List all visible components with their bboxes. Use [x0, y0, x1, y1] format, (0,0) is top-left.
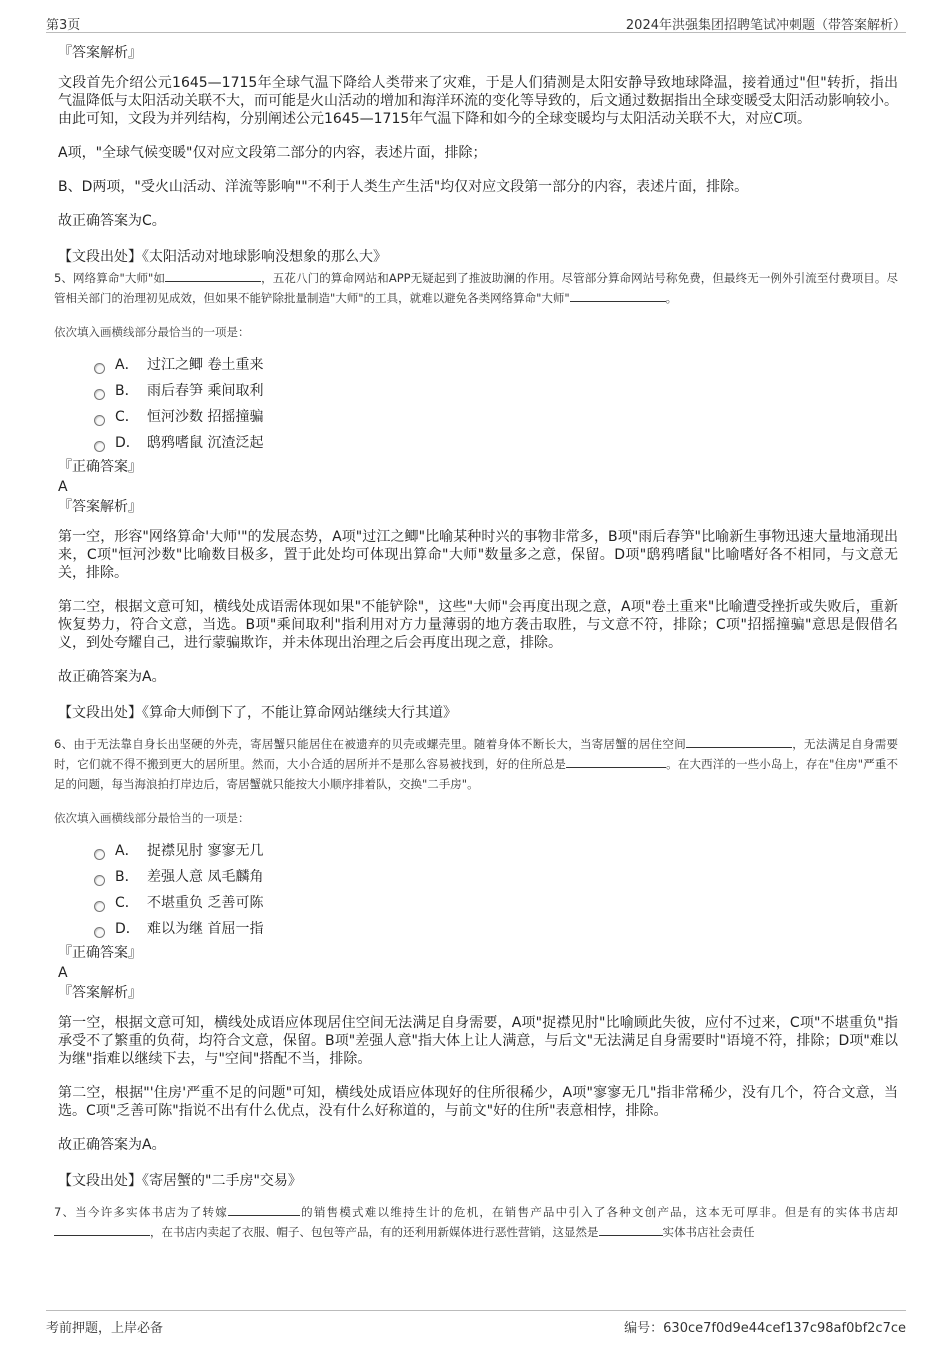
question-7: 7、当今许多实体书店为了转嫁 的销售模式难以维持生计的危机，在销售产品中引入了各种文创产品，这本无可厚非。但是有的实体书店却，在书店内卖起了衣服、帽子、包包等产品，有的还利用新媒体进行恶性营销，这显然是 实体书店社会责任: [54, 1205, 898, 1239]
answer-conclusion: 故正确答案为A。: [58, 669, 166, 685]
analysis-label: 『答案解析』: [58, 45, 142, 61]
radio-icon[interactable]: [94, 901, 105, 912]
question-6: 6、由于无法靠自身长出坚硬的外壳，寄居蟹只能居住在被遗弃的贝壳或螺壳里。随着身体不断长大，当寄居蟹的居住空间 ，无法满足自身需要时，它们就不得不搬到更大的居所里。然而，大小合适的居所并不是那么容易被找到，好的住所总是 。在大西洋的一些小岛上，存在"住房"严重不足的问题，每当海浪拍打岸边后，寄居蟹就只能按大小顺序排着队，交换"二手房"。: [54, 737, 899, 791]
fill-blank: [566, 755, 666, 768]
question-prompt: 依次填入画横线部分最恰当的一项是：: [54, 811, 250, 825]
correct-answer: A: [58, 479, 68, 495]
correct-answer: A: [58, 965, 68, 981]
correct-answer-label: 『正确答案』: [58, 459, 142, 475]
passage-source: 【文段出处】《寄居蟹的"二手房"交易》: [58, 1173, 302, 1189]
answer-conclusion: 故正确答案为C。: [58, 213, 166, 229]
analysis-paragraph: 第一空，形容"网络算命'大师'"的发展态势，A项"过江之鲫"比喻某种时兴的事物非常多，B项"雨后春笋"比喻新生事物迅速大量地涌现出来，C项"恒河沙数"比喻数目极多，置于此处均可体现出算命"大师"数量多之意，保留。D项"鸱鸦嗜鼠"比喻嗜好各不相同，与文意无关，排除。: [58, 529, 898, 581]
footer-note: 考前押题，上岸必备: [46, 1321, 164, 1336]
radio-icon[interactable]: [94, 875, 105, 886]
option-b[interactable]: B． 雨后春笋 乘间取利: [94, 378, 898, 404]
page-footer: [46, 1310, 906, 1335]
option-b[interactable]: B． 差强人意 凤毛麟角: [94, 864, 898, 890]
radio-icon[interactable]: [94, 849, 105, 860]
analysis-label: 『答案解析』: [58, 499, 142, 515]
radio-icon[interactable]: [94, 441, 105, 452]
page-header: [46, 8, 906, 33]
analysis-label: 『答案解析』: [58, 985, 142, 1001]
analysis-paragraph: 第二空，根据文意可知，横线处成语需体现如果"不能铲除"，这些"大师"会再度出现之意，A项"卷土重来"比喻遭受挫折或失败后，重新恢复势力，符合文意，当选。B项"乘间取利"指利用对方力量薄弱的地方袭击取胜，与文意不符，排除；C项"招摇撞骗"意思是假借名义，到处夸耀自己，进行蒙骗欺诈，并未体现出治理之后会再度出现之意，排除。: [58, 599, 898, 651]
radio-icon[interactable]: [94, 927, 105, 938]
fill-blank: [228, 1203, 300, 1216]
analysis-paragraph: 文段首先介绍公元1645—1715年全球气温下降给人类带来了灾难，于是人们猜测是太阳安静导致地球降温，接着通过"但"转折，指出气温降低与太阳活动关联不大，而可能是火山活动的增加和海洋环流的变化等导致的，后文通过数据指出全球变暖受太阳活动影响较小。由此可知，文段为并列结构，分别阐述公元1645—1715年气温下降和如今的全球变暖均与太阳活动关联不大，对应C项。: [58, 75, 898, 127]
radio-icon[interactable]: [94, 363, 105, 374]
option-a[interactable]: A． 捉襟见肘 寥寥无几: [94, 838, 898, 864]
fill-blank: [165, 269, 261, 282]
option-d[interactable]: D． 鸱鸦嗜鼠 沉渣泛起: [94, 430, 898, 456]
radio-icon[interactable]: [94, 389, 105, 400]
analysis-paragraph: 第一空，根据文意可知，横线处成语应体现居住空间无法满足自身需要，A项"捉襟见肘"比喻顾此失彼，应付不过来，C项"不堪重负"指承受不了繁重的负荷，均符合文意，保留。B项"差强人意"指大体上让人满意，与后文"无法满足自身需要时"语境不符，排除；D项"难以为继"指难以继续下去，与"空间"搭配不当，排除。: [58, 1015, 898, 1067]
analysis-paragraph: A项，"全球气候变暖"仅对应文段第二部分的内容，表述片面，排除；: [58, 145, 487, 161]
options-q5: [94, 352, 898, 456]
question-5: 5、网络算命"大师"如 ，五花八门的算命网站和APP无疑起到了推波助澜的作用。尽管部分算命网站号称免费，但最终无一例外引流至付费项目。尽管相关部门的治理初见成效，但如果不能铲除批量制造"大师"的工具，就难以避免各类网络算命"大师" 。: [54, 271, 898, 305]
fill-blank: [54, 1223, 150, 1236]
options-q6: [94, 838, 898, 942]
passage-source: 【文段出处】《太阳活动对地球影响没想象的那么大》: [58, 249, 387, 265]
option-a[interactable]: A． 过江之鲫 卷土重来: [94, 352, 898, 378]
page-number: 第3页: [46, 18, 81, 33]
document-title: 2024年洪强集团招聘笔试冲刺题（带答案解析）: [625, 18, 906, 33]
option-d[interactable]: D． 难以为继 首屈一指: [94, 916, 898, 942]
fill-blank: [599, 1223, 663, 1236]
option-c[interactable]: C． 恒河沙数 招摇撞骗: [94, 404, 898, 430]
document-code: 编号：630ce7f0d9e44cef137c98af0bf2c7ce: [624, 1321, 906, 1336]
fill-blank: [686, 735, 792, 748]
answer-conclusion: 故正确答案为A。: [58, 1137, 166, 1153]
radio-icon[interactable]: [94, 415, 105, 426]
correct-answer-label: 『正确答案』: [58, 945, 142, 961]
analysis-paragraph: 第二空，根据"'住房'严重不足的问题"可知，横线处成语应体现好的住所很稀少，A项"寥寥无几"指非常稀少，没有几个，符合文意，当选。C项"乏善可陈"指说不出有什么优点，没有什么好称道的，与前文"好的住所"表意相悖，排除。: [58, 1085, 898, 1119]
fill-blank: [570, 289, 666, 302]
document-body: [54, 42, 899, 1242]
analysis-paragraph: B、D两项，"受火山活动、洋流等影响""不利于人类生产生活"均仅对应文段第一部分的内容，表述片面，排除。: [58, 179, 749, 195]
question-prompt: 依次填入画横线部分最恰当的一项是：: [54, 325, 250, 339]
passage-source: 【文段出处】《算命大师倒下了，不能让算命网站继续大行其道》: [58, 705, 457, 721]
option-c[interactable]: C． 不堪重负 乏善可陈: [94, 890, 898, 916]
